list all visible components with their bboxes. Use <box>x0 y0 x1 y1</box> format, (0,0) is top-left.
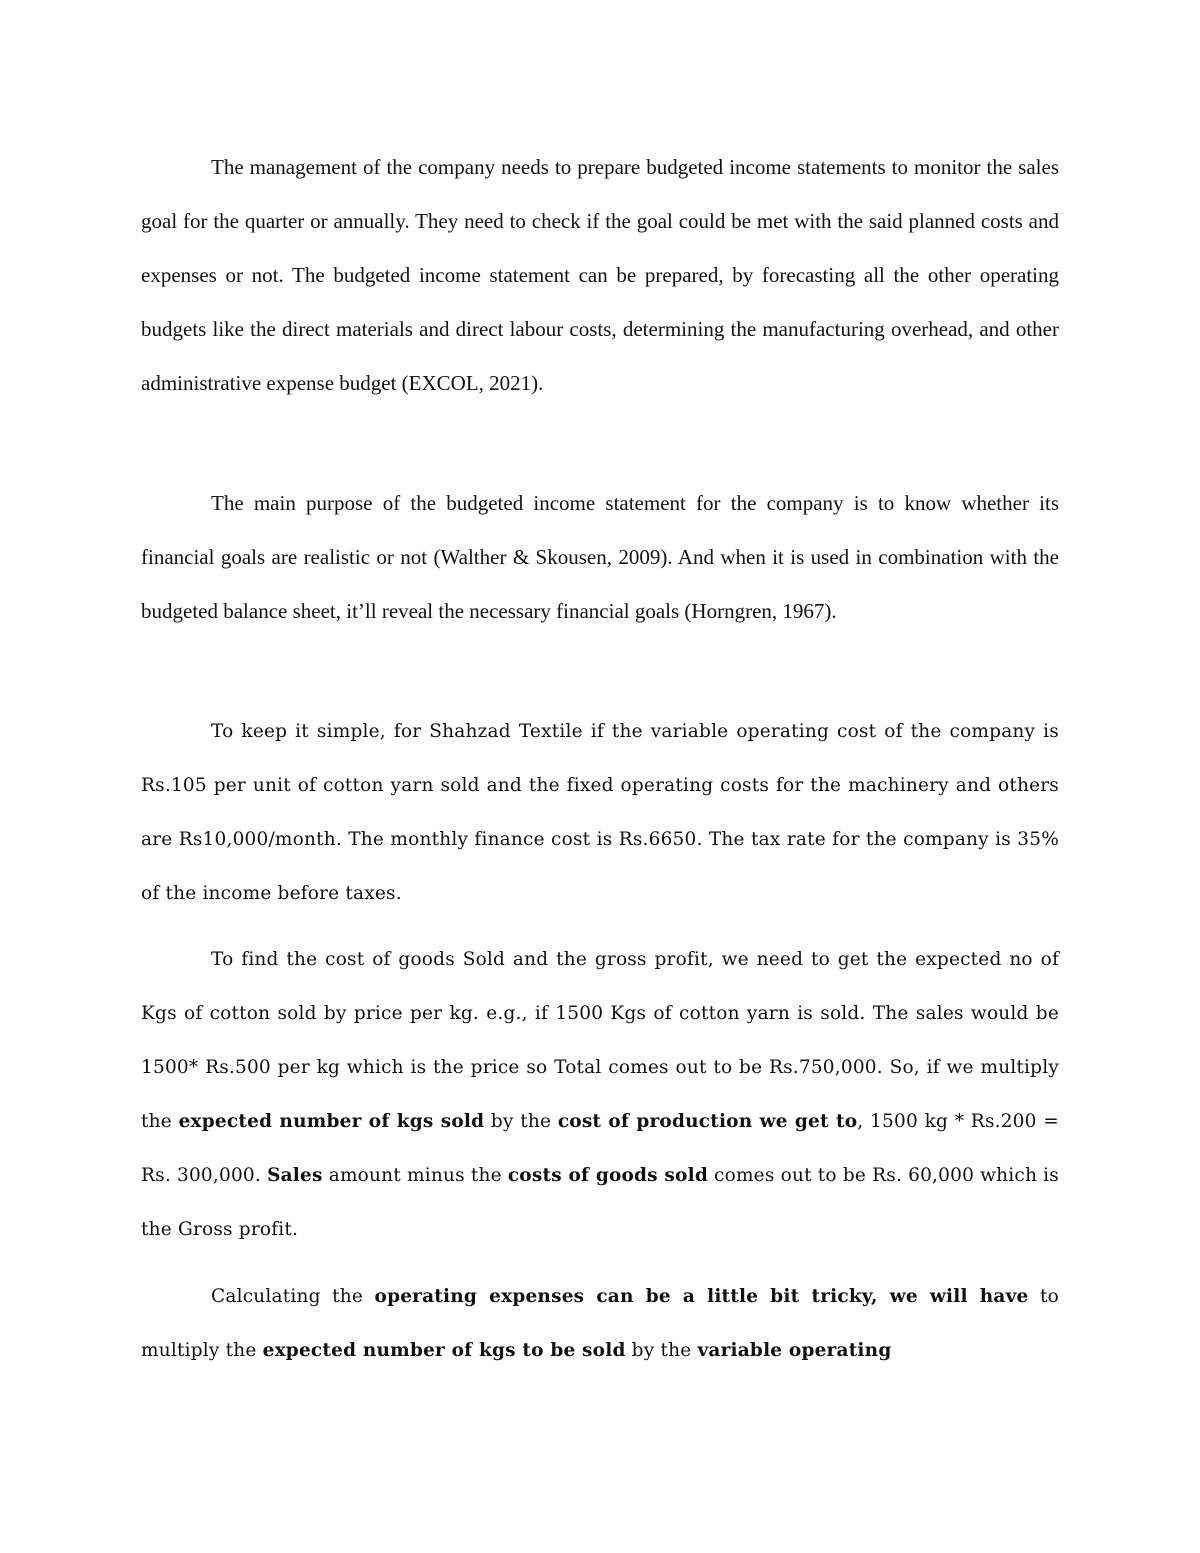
paragraph-text: amount minus the <box>322 1165 508 1186</box>
paragraph-text: comes out to be Rs. 60,000 which is the Gross profit. <box>141 1165 1059 1240</box>
paragraph-text: To find the cost of goods Sold and the gross profit, we need to get the expected no of Kgs of cotton sold by price per kg. e.g., if 1500 Kgs of cotton yarn is sold. The sales would be 1500* Rs.500 per kg which is the price so Total comes out to be Rs.750,000. So, if we multiply the <box>141 949 1059 1132</box>
paragraph-purpose <box>141 476 1059 638</box>
bold-phrase: expected number of kgs to be sold <box>262 1340 626 1361</box>
paragraph-text: by the <box>625 1340 698 1361</box>
bold-phrase: expected number of kgs sold <box>178 1111 485 1132</box>
paragraph-shahzad-costs <box>141 705 1059 921</box>
bold-phrase: operating expenses can be a little bit tricky, we will have <box>374 1286 1029 1307</box>
paragraph-text: to multiply the <box>141 1286 1059 1361</box>
bold-phrase: costs of goods sold <box>507 1165 708 1186</box>
paragraph-text: To keep it simple, for Shahzad Textile if the variable operating cost of the company is Rs.105 per unit of cotton yarn sold and the fixed operating costs for the machinery and others are Rs10,000/month. The monthly finance cost is Rs.6650. The tax rate for the company is 35% of the income before taxes. <box>141 721 1059 904</box>
bold-phrase: variable operating <box>697 1340 892 1361</box>
paragraph-text: , 1500 kg * Rs.200 = Rs. 300,000. <box>141 1111 1059 1186</box>
paragraph-gross-profit <box>141 933 1059 1257</box>
paragraph-operating-expenses <box>141 1270 1059 1378</box>
bold-phrase: cost of production we get to <box>557 1111 858 1132</box>
paragraph-text: Calculating the <box>211 1286 375 1307</box>
paragraph-text: The management of the company needs to prepare budgeted income statements to monitor the sales goal for the quarter or annually. They need to check if the goal could be met with the said planned costs and expenses or not. The budgeted income statement can be prepared, by forecasting all the other operating budgets like the direct materials and direct labour costs, determining the manufacturing overhead, and other administrative expense budget (EXCOL, 2021). <box>141 155 1059 395</box>
bold-phrase: Sales <box>267 1165 323 1186</box>
paragraph-budgeted-income-intro <box>141 140 1059 410</box>
paragraph-text: The main purpose of the budgeted income statement for the company is to know whether its financial goals are realistic or not (Walther & Skousen, 2009). And when it is used in combination with the budgeted balance sheet, it’ll reveal the necessary financial goals (Horngren, 1967). <box>141 491 1059 623</box>
paragraph-text: by the <box>484 1111 558 1132</box>
